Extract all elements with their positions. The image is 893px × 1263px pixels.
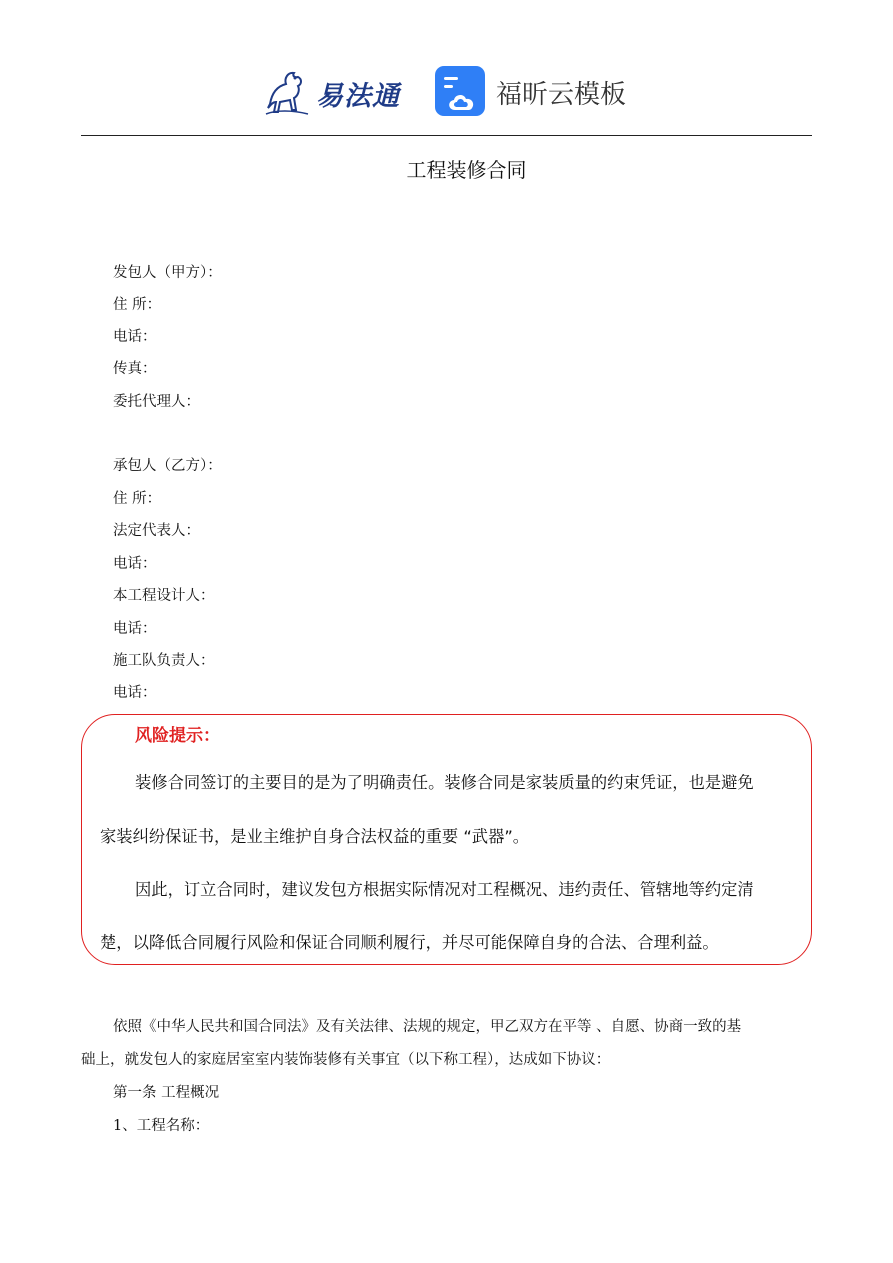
party-a-phone: 电话： xyxy=(113,329,157,345)
article-1-item-1: 1、工程名称： xyxy=(113,1118,210,1134)
qilin-icon xyxy=(262,64,318,120)
risk-para2-line2: 楚，以降低合同履行风险和保证合同顺利履行，并尽可能保障自身的合法、合理利益。 xyxy=(100,933,719,952)
party-a-employer: 发包人（甲方）： xyxy=(113,265,222,281)
logo2-text: 福昕云模板 xyxy=(496,80,627,110)
risk-para1-line1: 装修合同签订的主要目的是为了明确责任。装修合同是家装质量的约束凭证，也是避免 xyxy=(135,773,754,792)
cloud-document-icon xyxy=(435,66,485,116)
page-header xyxy=(0,58,893,128)
risk-notice-box xyxy=(81,714,812,965)
party-b-legal-rep: 法定代表人： xyxy=(113,523,200,539)
party-b-team-lead-phone: 电话： xyxy=(113,685,157,701)
party-b-team-lead: 施工队负责人： xyxy=(113,653,215,669)
party-b-designer: 本工程设计人： xyxy=(113,588,215,604)
party-b-designer-phone: 电话： xyxy=(113,621,157,637)
preamble-line1: 依照《中华人民共和国合同法》及有关法律、法规的规定，甲乙双方在平等 、自愿、协商一致的基 xyxy=(113,1019,742,1035)
yifatong-logo xyxy=(262,64,412,120)
document-title: 工程装修合同 xyxy=(406,158,527,182)
party-b-phone: 电话： xyxy=(113,556,157,572)
risk-para2-line1: 因此，订立合同时，建议发包方根据实际情况对工程概况、违约责任、管辖地等约定清 xyxy=(135,880,754,899)
preamble-line2: 础上，就发包人的家庭居室室内装饰装修有关事宜（以下称工程），达成如下协议： xyxy=(81,1052,611,1068)
party-b-contractor: 承包人（乙方）： xyxy=(113,458,222,474)
article-1-heading: 第一条 工程概况 xyxy=(113,1085,220,1101)
party-a-agent: 委托代理人： xyxy=(113,394,200,410)
logo1-text: 易法通 xyxy=(316,81,400,112)
party-a-fax: 传真： xyxy=(113,361,157,377)
header-divider xyxy=(81,135,812,136)
party-a-address: 住 所： xyxy=(113,297,162,313)
risk-notice-title: 风险提示： xyxy=(135,726,220,746)
party-b-address: 住 所： xyxy=(113,491,162,507)
risk-para1-line2: 家装纠纷保证书，是业主维护自身合法权益的重要 “武器”。 xyxy=(100,827,530,846)
